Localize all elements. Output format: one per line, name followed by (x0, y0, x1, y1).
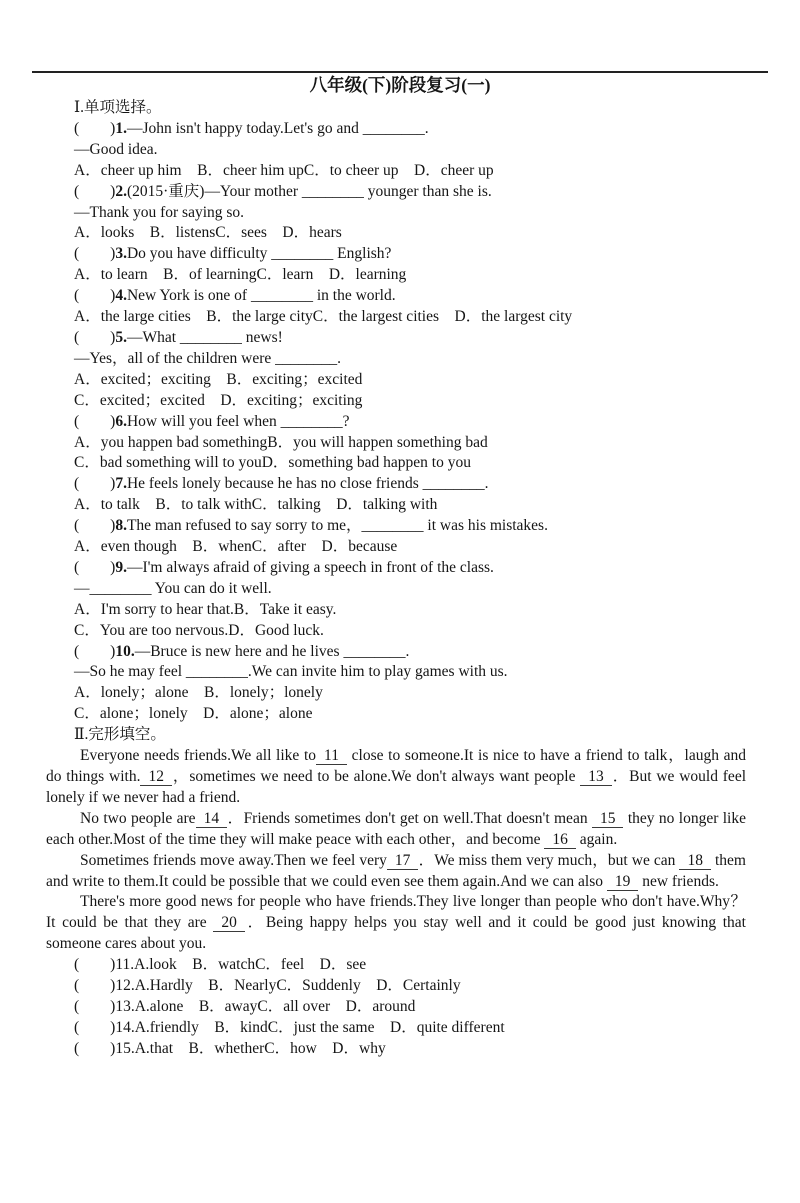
question-line-9: ( )9.—I'm always afraid of giving a speech in front of the class. (74, 558, 494, 576)
option-line: C．You are too nervous.D．Good luck. (74, 621, 324, 639)
option-line: A．cheer up him B．cheer him upC．to cheer up D．cheer up (74, 161, 494, 179)
option-line: A．looks B．listensC．sees D．hears (74, 224, 342, 242)
option-line: A．the large cities B．the large cityC．the largest cities D．the largest city (74, 308, 573, 326)
question-line-3: ( )3.Do you have difficulty ________ English? (74, 245, 392, 263)
cloze-paragraph-2: No two people are 14 ．Friends sometimes don't get on well.That doesn't mean 15 they no longer like each other.Most of the time they will make peace with each other，and become 16 again. (46, 809, 746, 848)
question-line-11: ( )11.A.look B．watchC．feel D．see (74, 956, 367, 974)
option-line: A．you happen bad somethingB．you will happen something bad (74, 433, 488, 451)
question-line-2: ( )2.(2015·重庆)—Your mother ________ younger than she is. (74, 182, 492, 200)
question-line-6: ( )6.How will you feel when ________? (74, 412, 350, 430)
question-line-7: ( )7.He feels lonely because he has no close friends ________. (74, 475, 489, 493)
option-line: C．bad something will to youD．something bad happen to you (74, 454, 471, 472)
option-line: C．excited；excited D．exciting；exciting (74, 391, 363, 409)
question-line-8: ( )8.The man refused to say sorry to me，________ it was his mistakes. (74, 517, 548, 535)
option-line: A．even though B．whenC．after D．because (74, 538, 398, 556)
section2-heading: Ⅱ.完形填空。 (74, 726, 166, 744)
section1-heading: Ⅰ.单项选择。 (74, 99, 162, 116)
question-line-12: ( )12.A.Hardly B．NearlyC．Suddenly D．Certainly (74, 977, 461, 995)
option-line: A．excited；exciting B．exciting；excited (74, 370, 363, 388)
page-title: 八年级(下)阶段复习(一) (309, 75, 491, 95)
dialog-line: —Thank you for saying so. (74, 203, 245, 221)
page-content (46, 98, 746, 1060)
cloze-paragraph-4: There's more good news for people who have friends.They live longer than people who don't have.Why？It could be that they are 20 ．Being happy helps you stay well and it could be good just knowing that someone cares about you. (46, 893, 746, 953)
dialog-line: —________ You can do it well. (74, 579, 272, 597)
option-line: A．lonely；alone B．lonely；lonely (74, 684, 323, 702)
option-line: C．alone；lonely D．alone；alone (74, 705, 313, 723)
option-line: A．to talk B．to talk withC．talking D．talking with (74, 496, 438, 514)
option-line: A．I'm sorry to hear that.B．Take it easy. (74, 600, 337, 618)
question-line-14: ( )14.A.friendly B．kindC．just the same D．quite different (74, 1018, 505, 1036)
dialog-line: —So he may feel ________.We can invite him to play games with us. (74, 663, 508, 681)
dialog-line: —Good idea. (74, 140, 158, 158)
question-line-1: ( )1.—John isn't happy today.Let's go and ________. (74, 119, 429, 137)
option-line: A．to learn B．of learningC．learn D．learning (74, 266, 407, 284)
dialog-line: —Yes，all of the children were ________. (74, 349, 342, 367)
exam-page (0, 71, 800, 1060)
cloze-paragraph-3: Sometimes friends move away.Then we feel very 17 ．We miss them very much，but we can 18 them and write to them.It could be possible that we could even see them again.And we can also 19 new friends. (46, 851, 746, 890)
question-line-4: ( )4.New York is one of ________ in the world. (74, 287, 396, 305)
question-line-5: ( )5.—What ________ news! (74, 328, 283, 346)
cloze-paragraph-1: Everyone needs friends.We all like to 11 close to someone.It is nice to have a friend to talk，laugh and do things with. 12 ，sometimes we need to be alone.We don't always want people 13 ．But we would feel lonely if we never had a friend. (46, 747, 747, 806)
question-line-15: ( )15.A.that B．whetherC．how D．why (74, 1039, 386, 1057)
question-line-13: ( )13.A.alone B．awayC．all over D．around (74, 997, 416, 1015)
question-line-10: ( )10.—Bruce is new here and he lives ________. (74, 642, 410, 660)
